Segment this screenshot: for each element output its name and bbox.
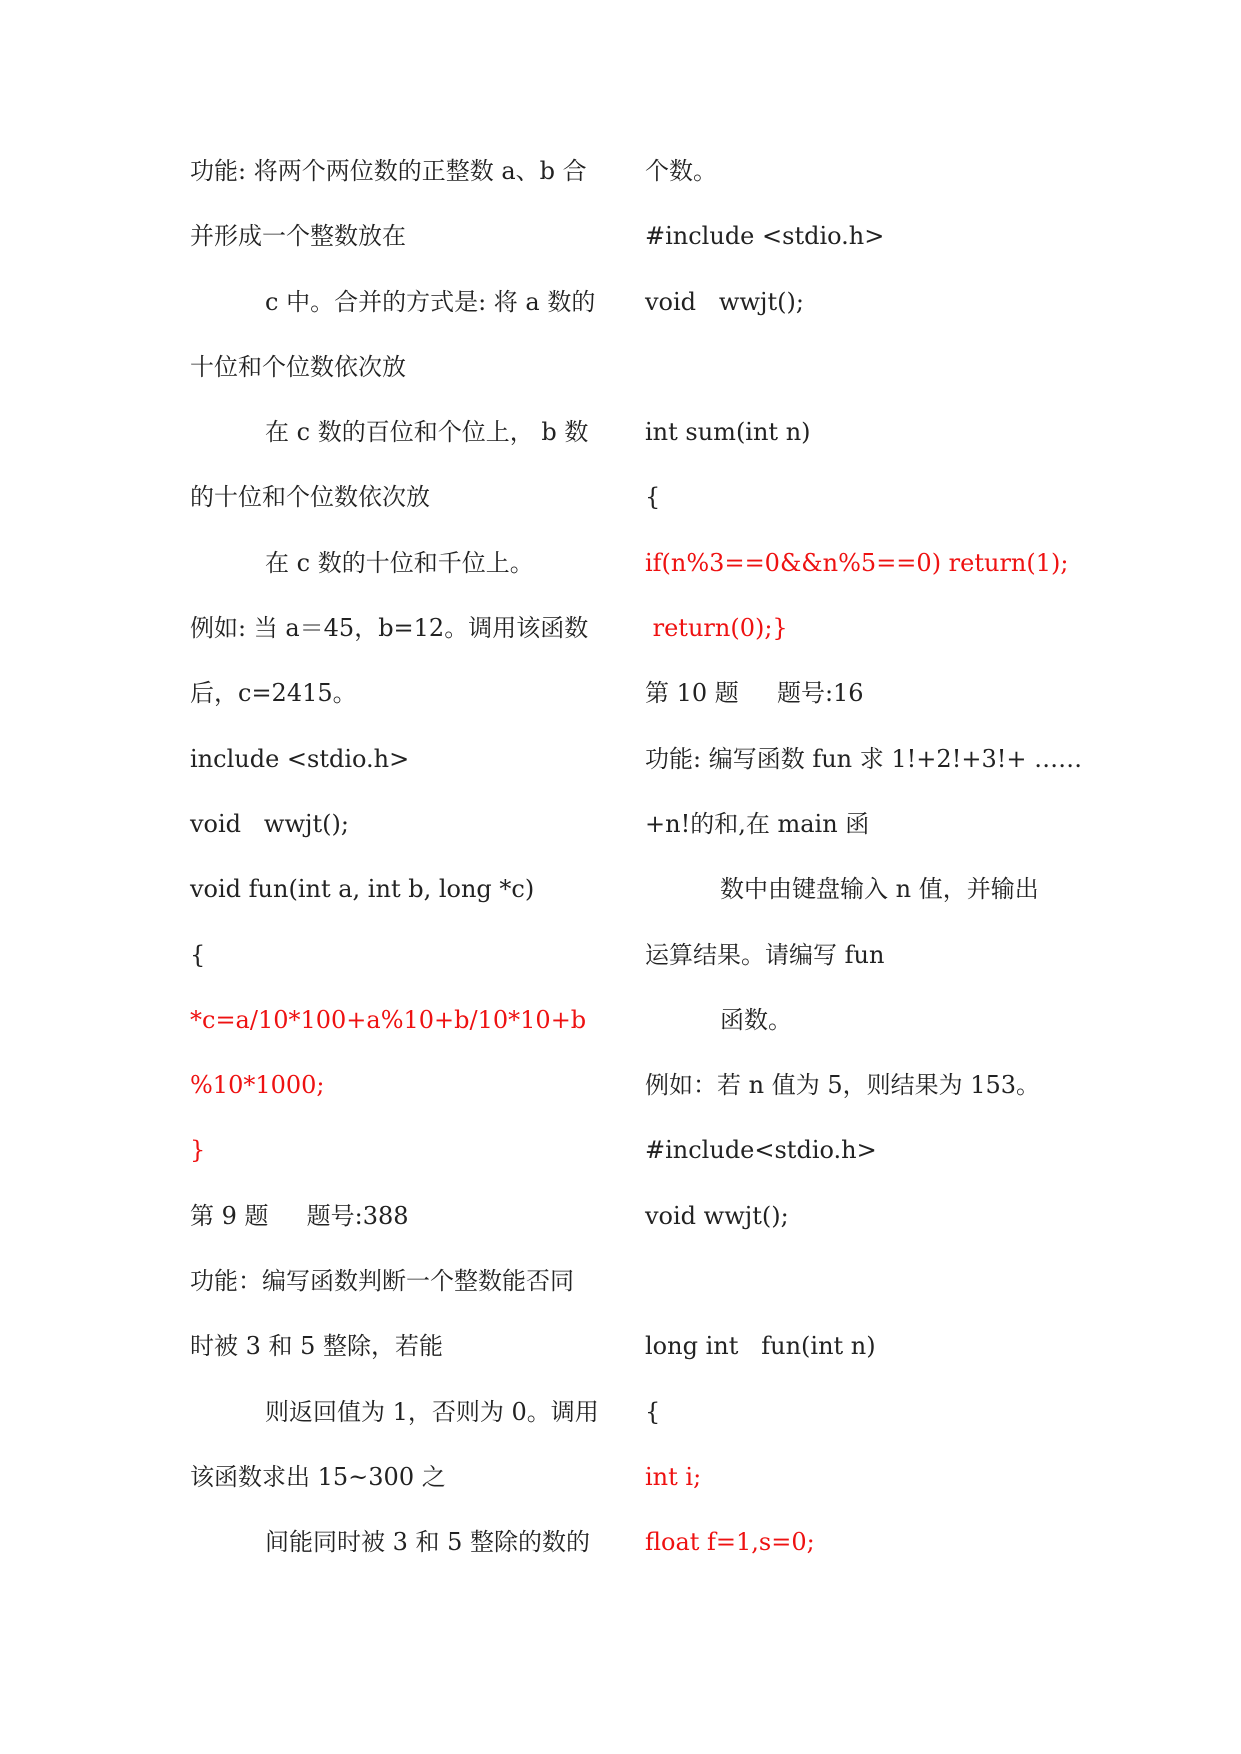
right-text-line: 例如：若 n 值为 5，则结果为 153。 <box>645 1071 1041 1100</box>
right-text-line: 数中由键盘输入 n 值，并输出 <box>720 875 1039 904</box>
right-text-line <box>645 349 1085 414</box>
right-code-line: int i; <box>645 1462 702 1491</box>
right-column <box>645 153 1085 1590</box>
right-text-line: 运算结果。请编写 fun <box>645 940 885 969</box>
right-text-line: #include<stdio.h> <box>645 1136 877 1165</box>
left-text-line: include <stdio.h> <box>190 744 410 773</box>
left-code-line: } <box>190 1136 206 1165</box>
left-text-line: 十位和个位数依次放 <box>190 352 406 381</box>
right-text-line: 第 10 题 题号:16 <box>645 679 864 708</box>
left-code-line: *c=a/10*100+a%10+b/10*10+b <box>190 1005 587 1034</box>
right-text-line: void wwjt(); <box>645 1201 789 1230</box>
right-text-line: long int fun(int n) <box>645 1332 876 1361</box>
right-text-line: int sum(int n) <box>645 418 811 447</box>
left-text-line: 在 c 数的十位和千位上。 <box>265 548 534 577</box>
left-text-line: 功能：编写函数判断一个整数能否同 <box>190 1267 574 1296</box>
right-text-line <box>645 1263 1085 1328</box>
right-text-line: 功能: 编写函数 fun 求 1!+2!+3!+ …… <box>645 744 1083 773</box>
left-column <box>190 153 630 1590</box>
left-text-line: 例如: 当 a＝45，b=12。调用该函数 <box>190 614 589 643</box>
left-text-line: 后，c=2415。 <box>190 679 357 708</box>
right-text-line: 函数。 <box>720 1005 792 1034</box>
right-code-line: return(0);} <box>645 614 788 643</box>
left-text-line: void wwjt(); <box>190 809 349 838</box>
left-text-line: 时被 3 和 5 整除，若能 <box>190 1332 444 1361</box>
left-text-line: 间能同时被 3 和 5 整除的数的 <box>265 1528 591 1557</box>
left-text-line: 该函数求出 15~300 之 <box>190 1462 446 1491</box>
left-text-line: { <box>190 940 206 969</box>
right-code-line: if(n%3==0&&n%5==0) return(1); <box>645 548 1069 577</box>
left-text-line: 的十位和个位数依次放 <box>190 483 430 512</box>
left-text-line: 第 9 题 题号:388 <box>190 1201 409 1230</box>
right-text-line: +n!的和,在 main 函 <box>645 809 870 838</box>
left-code-line: %10*1000; <box>190 1071 325 1100</box>
right-text-line: void wwjt(); <box>645 287 804 316</box>
right-code-line: float f=1,s=0; <box>645 1528 815 1557</box>
right-text-line: #include <stdio.h> <box>645 222 885 251</box>
left-text-line: c 中。合并的方式是: 将 a 数的 <box>265 287 596 316</box>
left-text-line: 并形成一个整数放在 <box>190 222 406 251</box>
left-text-line: 在 c 数的百位和个位上， b 数 <box>265 418 589 447</box>
left-text-line: void fun(int a, int b, long *c) <box>190 875 535 904</box>
left-text-line: 功能: 将两个两位数的正整数 a、b 合 <box>190 157 587 185</box>
right-text-line: 个数。 <box>645 157 717 185</box>
left-text-line: 则返回值为 1，否则为 0。调用 <box>265 1397 599 1426</box>
right-text-line: { <box>645 483 661 512</box>
right-text-line: { <box>645 1397 661 1426</box>
